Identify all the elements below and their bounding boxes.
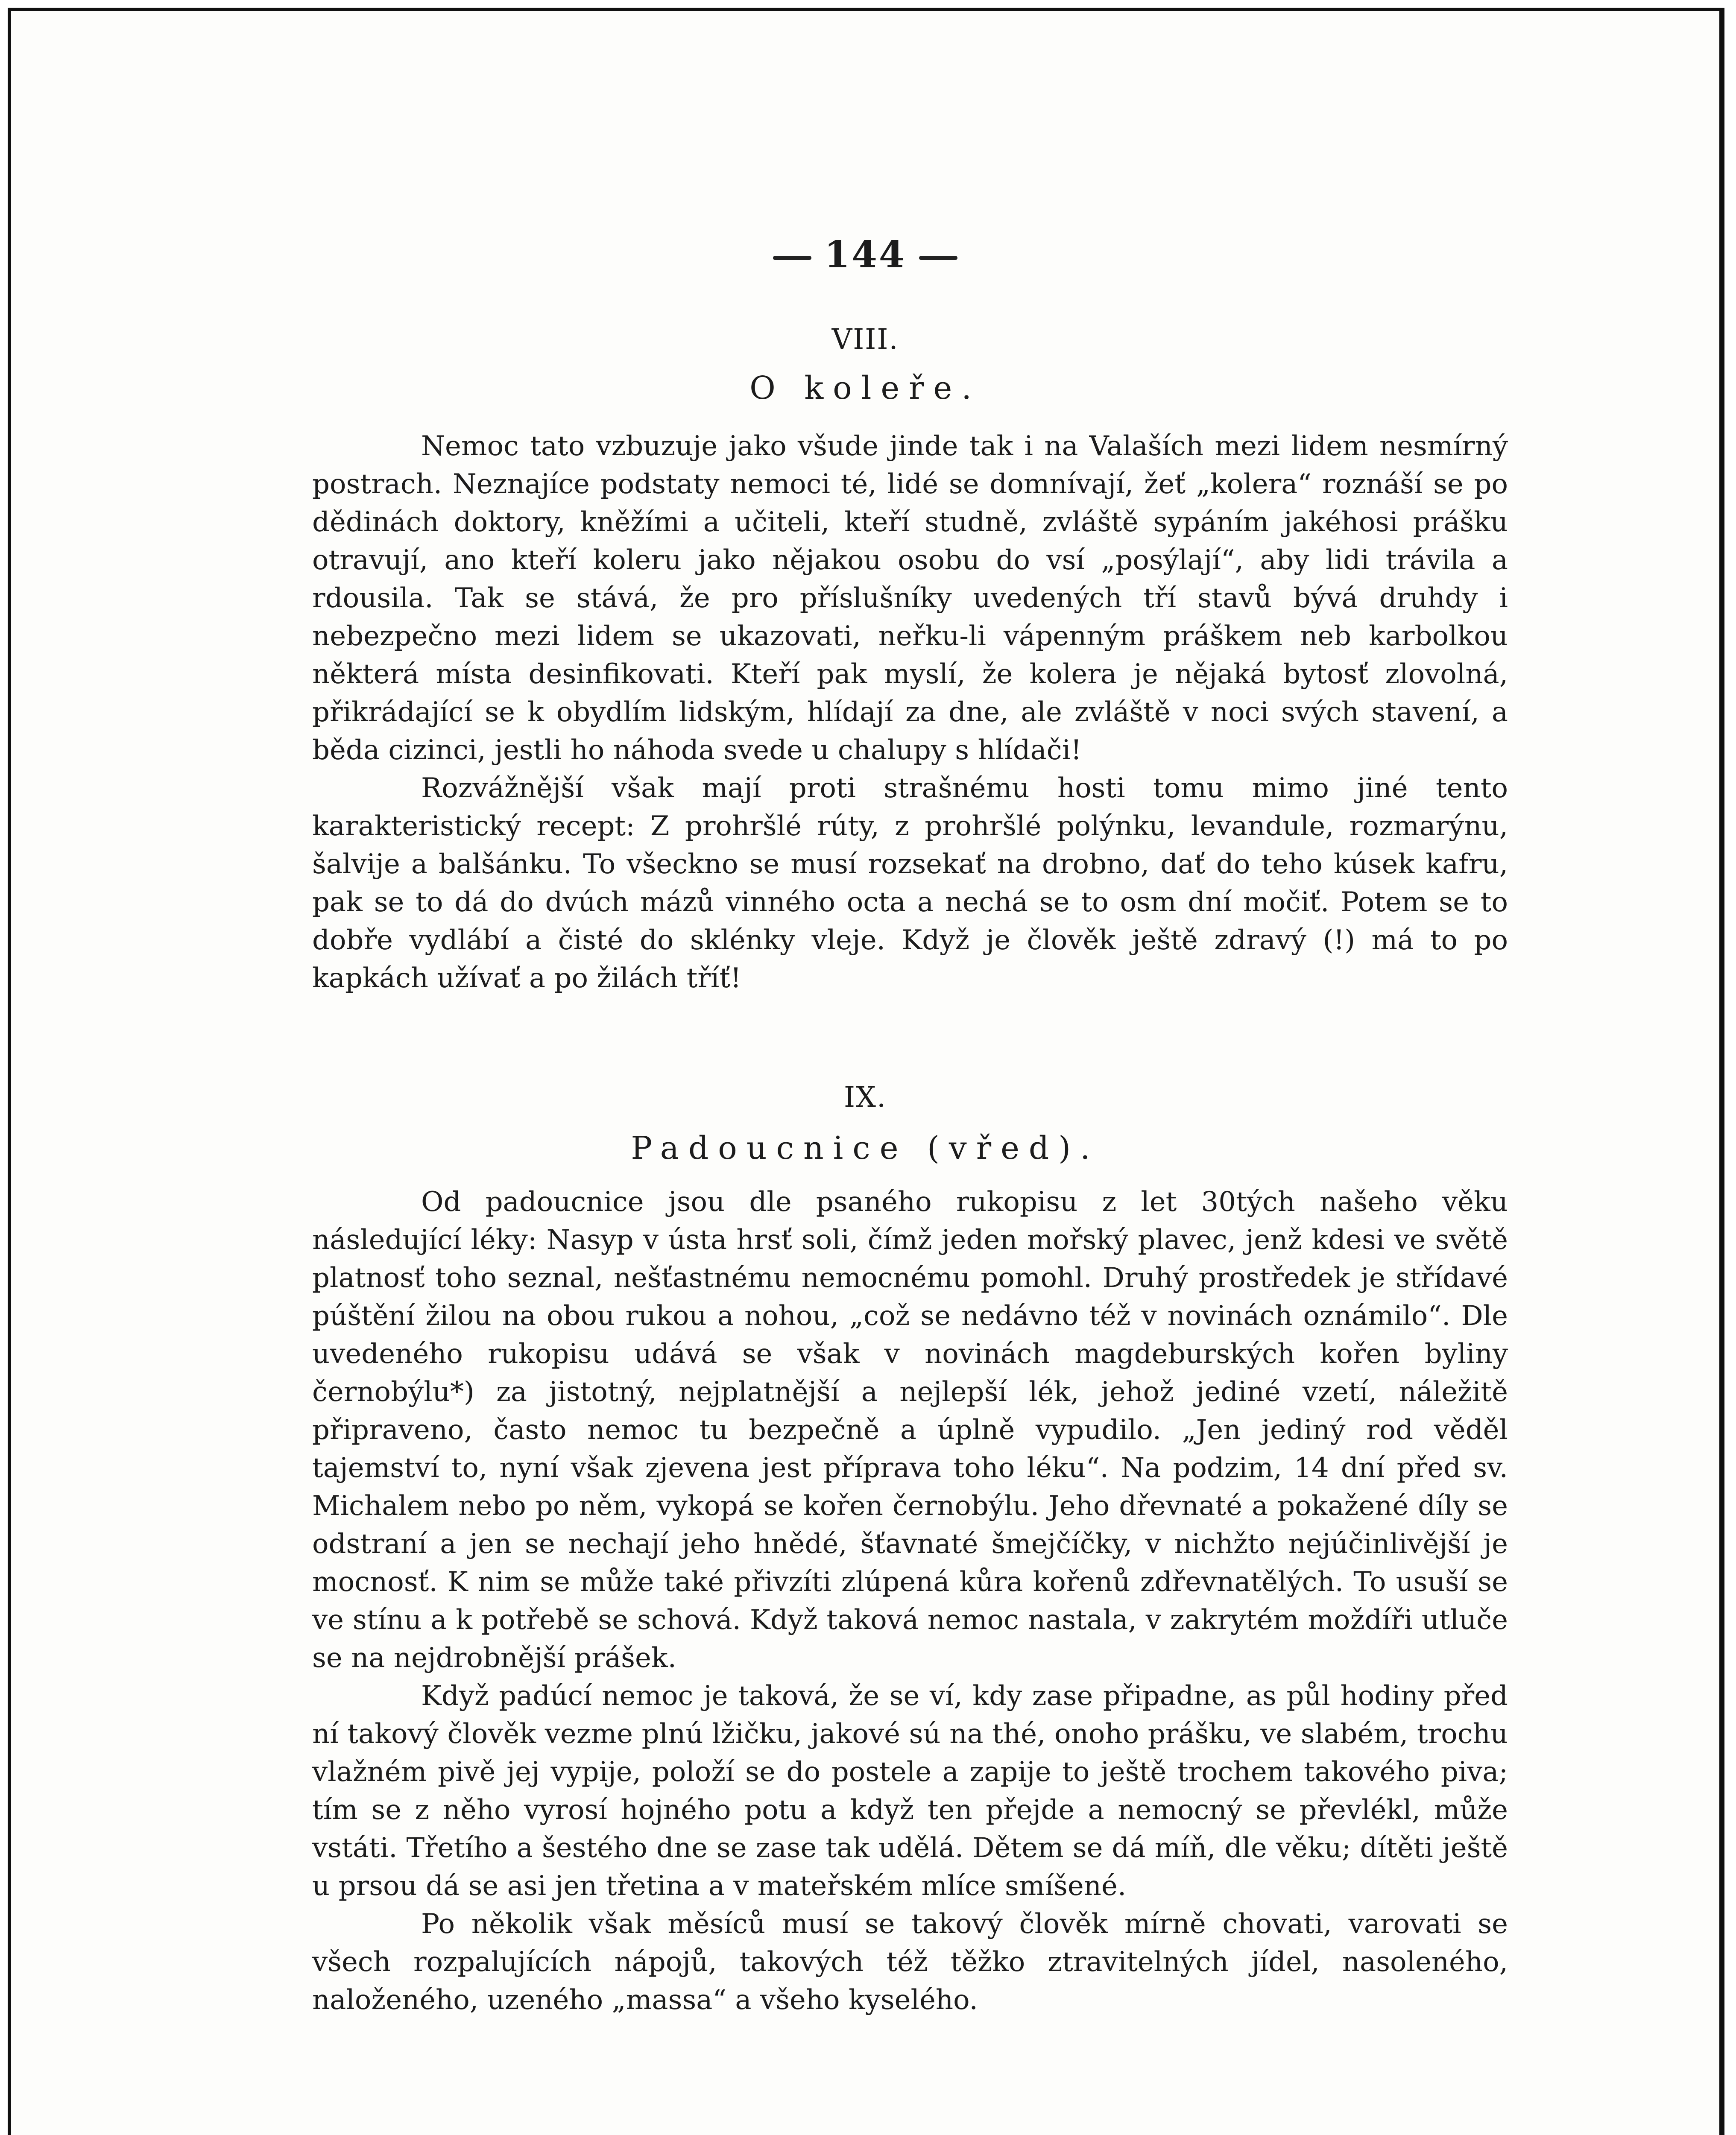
- section-9-paragraph-3: Po několik však měsíců musí se takový člověk mírně chovati, varovati se všech rozpalujících nápojů, takových též těžko ztravitelných jídel, nasoleného, naloženého, uzeného „massa“ a všeho kyselého.: [312, 1908, 1508, 2016]
- ornament-right: [919, 256, 957, 260]
- section-8-paragraph-2: Rozvážnější však mají proti strašnému hosti tomu mimo jiné tento karakteristický recept: Z prohršlé rúty, z prohršlé polýnku, levandule, rozmarýnu, šalvije a balšánku. To všeckno se musí rozsekať na drobno, dať do teho kúsek kafru, pak se to dá do dvúch mázů vinného octa a nechá se to osm dní močiť. Potem se to dobře vydlábí a čisté do sklénky vleje. Když je člověk ještě zdravý (!) má to po kapkách užívať a po žilách tříť!: [312, 772, 1508, 994]
- ornament-left: [773, 256, 811, 260]
- section-8-title: O koleře.: [749, 370, 981, 407]
- page-number: [11, 233, 1719, 276]
- page-number-value: 144: [824, 233, 906, 276]
- section-9-paragraph-1: Od padoucnice jsou dle psaného rukopisu z let 30tých našeho věku následující léky: Nasyp v ústa hrsť soli, čímž jeden mořský plavec, jenž kdesi ve světě platnosť toho seznal, nešťastnému nemocnému pomohl. Druhý prostředek je střídavé púštění žilou na obou rukou a nohou, „což se nedávno též v novinách oznámilo“. Dle uvedeného rukopisu udává se však v novinách magdeburských kořen byliny černobýlu*) za jistotný, nejplatnější a nejlepší lék, jehož jediné vzetí, náležitě připraveno, často nemoc tu bezpečně a úplně vypudilo. „Jen jediný rod věděl tajemství to, nyní však zjevena jest příprava toho léku“. Na podzim, 14 dní před sv. Michalem nebo po něm, vykopá se kořen černobýlu. Jeho dřevnaté a pokažené díly se odstraní a jen se nechají jeho hnědé, šťavnaté šmejčíčky, v nichžto nejúčinlivější je mocnosť. K nim se může také přivzíti zlúpená kůra kořenů zdřevnatělých. To usuší se ve stínu a k potřebě se schová. Když taková nemoc nastala, v zakrytém moždíři utluče se na nejdrobnější prášek.: [312, 1186, 1508, 1674]
- section-9-body: [312, 1183, 1508, 2019]
- section-8-body: [312, 427, 1508, 997]
- book-page: [8, 8, 1724, 2135]
- section-9-title: Padoucnice (vřed).: [631, 1130, 1100, 1167]
- section-8-paragraph-1: Nemoc tato vzbuzuje jako všude jinde tak i na Valaších mezi lidem nesmírný postrach. Neznajíce podstaty nemoci té, lidé se domnívají, žeť „kolera“ roznáší se po dědinách doktory, kněžími a učiteli, kteří studně, zvláště sypáním jakéhosi prášku otravují, ano kteří koleru jako nějakou osobu do vsí „posýlají“, aby lidi trávila a rdousila. Tak se stává, že pro příslušníky uvedených tří stavů bývá druhdy i nebezpečno mezi lidem se ukazovati, neřku-li vápenným práškem neb karbolkou některá místa desinfikovati. Kteří pak myslí, že kolera je nějaká bytosť zlovolná, přikrádající se k obydlím lidským, hlídají za dne, ale zvláště v noci svých stavení, a běda cizinci, jestli ho náhoda svede u chalupy s hlídači!: [312, 430, 1508, 766]
- section-9-paragraph-2: Když padúcí nemoc je taková, že se ví, kdy zase připadne, as půl hodiny před ní takový člověk vezme plnú lžičku, jakové sú na thé, onoho prášku, ve slabém, trochu vlažném pivě jej vypije, položí se do postele a zapije to ještě trochem takového piva; tím se z něho vyrosí hojného potu a když ten přejde a nemocný se převlékl, může vstáti. Třetího a šestého dne se zase tak udělá. Dětem se dá míň, dle věku; dítěti ještě u prsou dá se asi jen třetina a v mateřském mlíce smíšené.: [312, 1680, 1508, 1902]
- section-9-numeral: IX.: [843, 1081, 887, 1114]
- section-8-numeral: VIII.: [831, 323, 899, 356]
